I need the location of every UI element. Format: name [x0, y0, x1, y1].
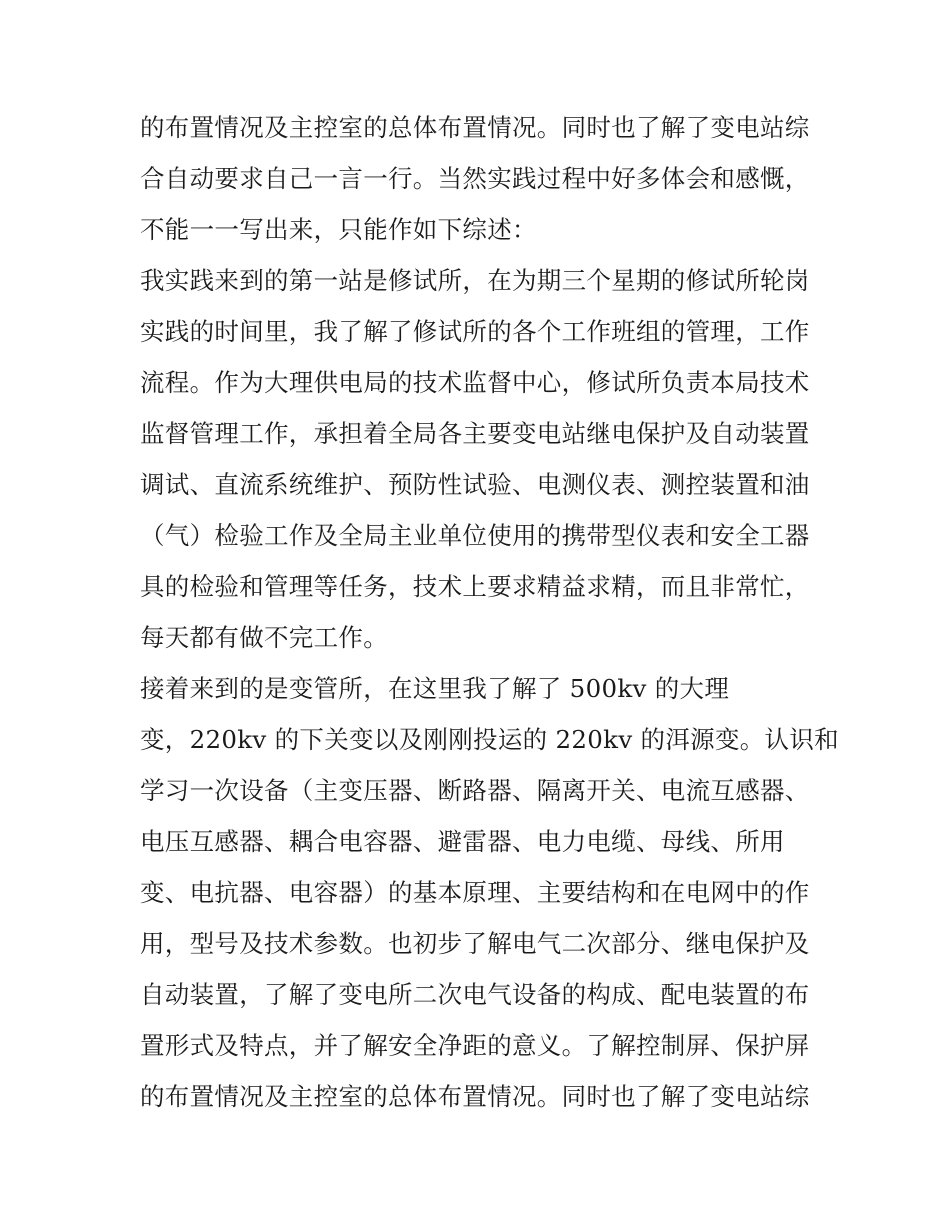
- text-line: 变、电抗器、电容器）的基本原理、主要结构和在电网中的作: [140, 878, 810, 907]
- text-line: 具的检验和管理等任务，技术上要求精益求精，而且非常忙，: [140, 572, 810, 601]
- text-line: 电压互感器、耦合电容器、避雷器、电力电缆、母线、所用: [140, 827, 785, 856]
- text-line: 的布置情况及主控室的总体布置情况。同时也了解了变电站综: [140, 1082, 810, 1111]
- text-line: 监督管理工作，承担着全局各主要变电站继电保护及自动装置: [140, 419, 810, 448]
- text-line: 变，220kv 的下关变以及刚刚投运的 220kv 的洱源变。认识和: [140, 725, 839, 754]
- text-line: 的布置情况及主控室的总体布置情况。同时也了解了变电站综: [140, 113, 810, 142]
- text-line: 我实践来到的第一站是修试所，在为期三个星期的修试所轮岗: [140, 266, 810, 295]
- text-line: 接着来到的是变管所，在这里我了解了 500kv 的大理: [140, 674, 730, 703]
- text-line: 学习一次设备（主变压器、断路器、隔离开关、电流互感器、: [140, 776, 810, 805]
- text-line: 置形式及特点，并了解安全净距的意义。了解控制屏、保护屏: [140, 1031, 810, 1060]
- text-line: 流程。作为大理供电局的技术监督中心，修试所负责本局技术: [140, 368, 810, 397]
- text-line: 不能一一写出来，只能作如下综述：: [140, 215, 537, 244]
- text-line: （气）检验工作及全局主业单位使用的携带型仪表和安全工器: [140, 521, 810, 550]
- text-line: 合自动要求自己一言一行。当然实践过程中好多体会和感慨，: [140, 164, 810, 193]
- text-line: 每天都有做不完工作。: [140, 623, 388, 652]
- text-line: 自动装置，了解了变电所二次电气设备的构成、配电装置的布: [140, 980, 810, 1009]
- text-line: 调试、直流系统维护、预防性试验、电测仪表、测控装置和油: [140, 470, 810, 499]
- text-line: 用，型号及技术参数。也初步了解电气二次部分、继电保护及: [140, 929, 810, 958]
- text-line: 实践的时间里，我了解了修试所的各个工作班组的管理，工作: [140, 317, 810, 346]
